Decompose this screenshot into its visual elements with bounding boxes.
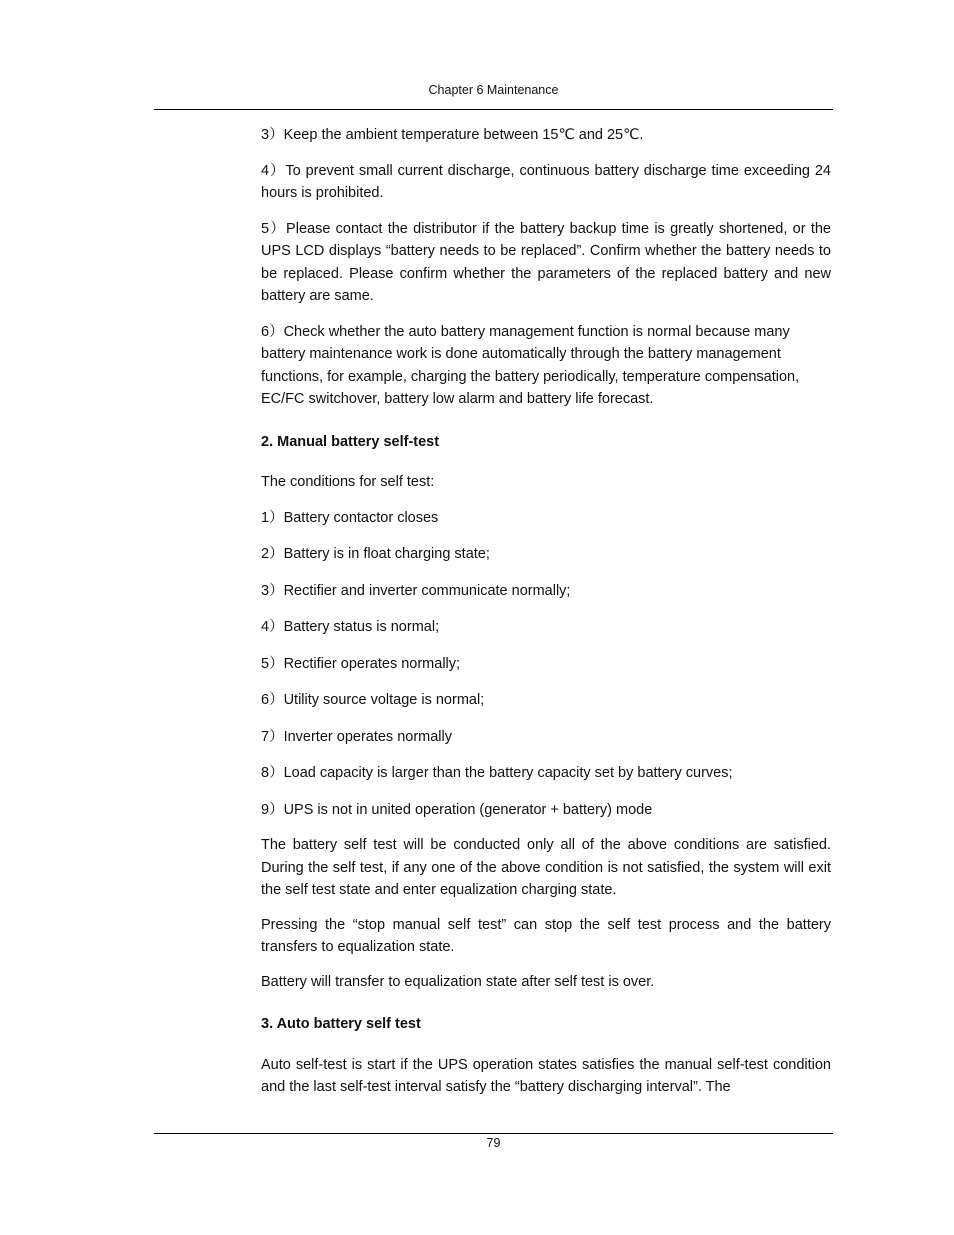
chapter-title: Chapter 6 Maintenance bbox=[428, 83, 559, 97]
paragraph: The battery self test will be conducted only all of the above conditions are satisfied. During the self test, if any one of the above condition is not satisfied, the system will exit the self test state and enter equalization charging state. bbox=[261, 837, 831, 898]
paragraph: 6）Check whether the auto battery management function is normal because many battery maintenance work is done automatically through the battery management functions, for example, charging the battery periodically, temperature compensation, EC/FC switchover, battery low alarm and battery life forecast. bbox=[261, 323, 800, 407]
paragraph: Battery will transfer to equalization state after self test is over. bbox=[261, 973, 655, 990]
section-heading: 3. Auto battery self test bbox=[261, 1016, 421, 1032]
paragraph: 4）To prevent small current discharge, continuous battery discharge time exceeding 24 hours is prohibited. bbox=[261, 162, 831, 201]
list-item: 6）Utility source voltage is normal; bbox=[261, 692, 485, 708]
list-item: 5）Rectifier operates normally; bbox=[261, 655, 461, 672]
header-rule bbox=[154, 109, 833, 110]
page-number: 79 bbox=[486, 1136, 501, 1150]
page-body bbox=[261, 124, 831, 1099]
paragraph: 3）Keep the ambient temperature between 15℃ and 25℃. bbox=[261, 127, 644, 143]
list-item: 3）Rectifier and inverter communicate normally; bbox=[261, 582, 571, 599]
paragraph: Pressing the “stop manual self test” can stop the self test process and the battery transfers to equalization state. bbox=[261, 916, 831, 955]
paragraph: 5）Please contact the distributor if the battery backup time is greatly shortened, or the UPS LCD displays “battery needs to be replaced”. Confirm whether the battery needs to be replaced. Please confirm whether the parameters of the replaced battery and new battery are same. bbox=[261, 220, 831, 304]
section-heading: 2. Manual battery self-test bbox=[261, 433, 440, 450]
list-item: 4）Battery status is normal; bbox=[261, 619, 440, 635]
list-item: 1）Battery contactor closes bbox=[261, 509, 439, 526]
list-item: 8）Load capacity is larger than the battery capacity set by battery curves; bbox=[261, 765, 733, 781]
footer-rule bbox=[154, 1133, 833, 1134]
list-item: 7）Inverter operates normally bbox=[261, 728, 452, 745]
list-item: 9）UPS is not in united operation (generator + battery) mode bbox=[261, 801, 653, 818]
paragraph: The conditions for self test: bbox=[261, 474, 435, 490]
list-item: 2）Battery is in float charging state; bbox=[261, 546, 490, 562]
paragraph: Auto self-test is start if the UPS operation states satisfies the manual self-test condition and the last self-test interval satisfy the “battery discharging interval”. The bbox=[261, 1056, 831, 1095]
